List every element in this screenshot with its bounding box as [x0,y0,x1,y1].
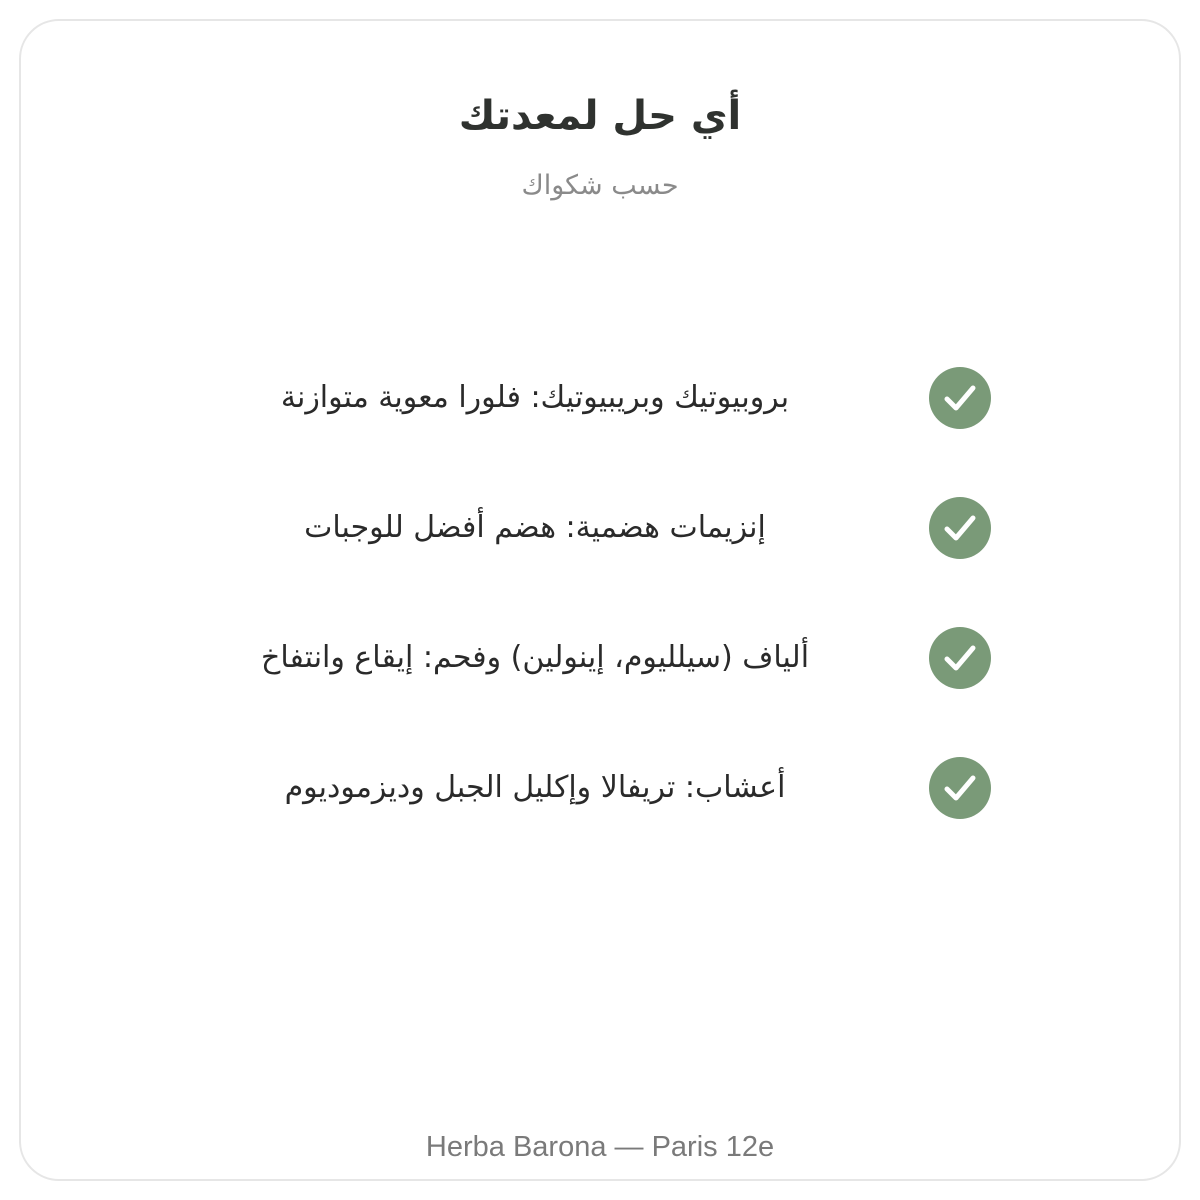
footer-brand: Herba Barona — Paris 12e [425,1131,775,1163]
page-title: أي حل لمعدتك [458,93,742,139]
list-item-fibers [0,626,1200,690]
check-circle-icon [929,367,991,429]
check-circle-icon [929,627,991,689]
check-circle-icon [929,757,991,819]
list-item-label: إنزيمات هضمية: هضم أفضل للوجبات [304,510,766,545]
list-item-label: أعشاب: تريفالا وإكليل الجبل وديزموديوم [284,770,786,805]
list-item-probiotics [0,366,1200,430]
list-item-label: ألياف (سيلليوم، إينولين) وفحم: إيقاع وانتفاخ [260,640,810,675]
list-item-herbs [0,756,1200,820]
list-item-enzymes [0,496,1200,560]
page-subtitle: حسب شكواك [521,170,679,201]
check-circle-icon [929,497,991,559]
list-item-label: بروبيوتيك وبريبيوتيك: فلورا معوية متوازنة [280,380,790,415]
